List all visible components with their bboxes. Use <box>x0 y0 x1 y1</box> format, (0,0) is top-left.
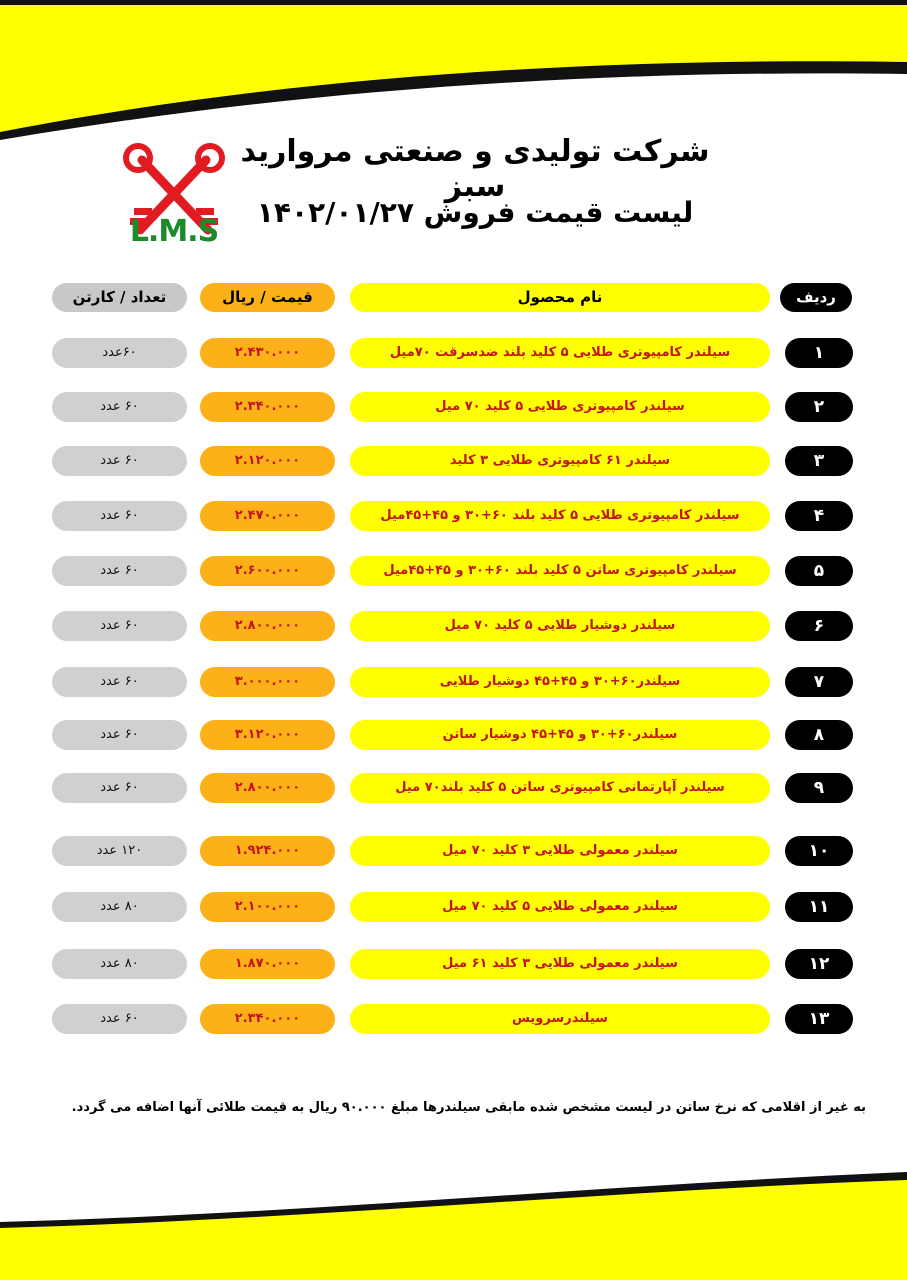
product-name: سیلندر دوشیار طلایی ۵ کلید ۷۰ میل <box>350 611 770 641</box>
product-name: سیلندر کامپیوتری طلایی ۵ کلید بلند ضدسرقت ۷۰میل <box>350 338 770 368</box>
column-header-row: ردیف <box>780 283 852 312</box>
column-header-product-name: نام محصول <box>350 283 770 312</box>
product-price: ۲.۳۴۰.۰۰۰ <box>200 392 335 422</box>
product-name: سیلندر کامپیوتری طلایی ۵ کلید بلند ۶۰+۳۰ و ۴۵+۴۵میل <box>350 501 770 531</box>
row-number: ۱۳ <box>785 1004 853 1034</box>
carton-quantity: ۸۰ عدد <box>52 949 187 979</box>
table-row <box>0 501 907 531</box>
product-name: سیلندر۶۰+۳۰ و ۴۵+۴۵ دوشیار طلایی <box>350 667 770 697</box>
product-name: سیلندر کامپیوتری ساتن ۵ کلید بلند ۶۰+۳۰ و ۴۵+۴۵میل <box>350 556 770 586</box>
logo-text: L.M.S <box>129 214 219 249</box>
product-name: سیلندر ۶۱ کامپیوتری طلایی ۳ کلید <box>350 446 770 476</box>
carton-quantity: ۶۰ عدد <box>52 611 187 641</box>
table-row <box>0 836 907 866</box>
company-name: شرکت تولیدی و صنعتی مروارید سبز <box>240 134 710 204</box>
carton-quantity: ۶۰ عدد <box>52 773 187 803</box>
product-name: سیلندر معمولی طلایی ۳ کلید ۶۱ میل <box>350 949 770 979</box>
product-price: ۲.۶۰۰.۰۰۰ <box>200 556 335 586</box>
table-row <box>0 392 907 422</box>
row-number: ۱ <box>785 338 853 368</box>
table-row <box>0 773 907 803</box>
carton-quantity: ۸۰ عدد <box>52 892 187 922</box>
product-price: ۲.۱۰۰.۰۰۰ <box>200 892 335 922</box>
product-price: ۳.۰۰۰.۰۰۰ <box>200 667 335 697</box>
product-price: ۲.۳۴۰.۰۰۰ <box>200 1004 335 1034</box>
column-header-quantity: تعداد / کارتن <box>52 283 187 312</box>
row-number: ۹ <box>785 773 853 803</box>
table-row <box>0 667 907 697</box>
carton-quantity: ۶۰ عدد <box>52 667 187 697</box>
row-number: ۱۰ <box>785 836 853 866</box>
carton-quantity: ۶۰ عدد <box>52 1004 187 1034</box>
price-list-title: لیست قیمت فروش ۱۴۰۲/۰۱/۲۷ <box>256 196 694 229</box>
product-price: ۲.۴۷۰.۰۰۰ <box>200 501 335 531</box>
product-price: ۲.۸۰۰.۰۰۰ <box>200 611 335 641</box>
footnote: به غیر از اقلامی که نرخ ساتن در لیست مشخص شده مابقی سیلندرها مبلغ ۹۰.۰۰۰ ریال به قیمت طلائی آنها اضافه می گردد. <box>71 1100 866 1115</box>
row-number: ۵ <box>785 556 853 586</box>
row-number: ۲ <box>785 392 853 422</box>
row-number: ۳ <box>785 446 853 476</box>
product-name: سیلندرسرویس <box>350 1004 770 1034</box>
row-number: ۱۲ <box>785 949 853 979</box>
row-number: ۷ <box>785 667 853 697</box>
carton-quantity: ۱۲۰ عدد <box>52 836 187 866</box>
row-number: ۱۱ <box>785 892 853 922</box>
table-row <box>0 338 907 368</box>
product-name: سیلندر معمولی طلایی ۳ کلید ۷۰ میل <box>350 836 770 866</box>
row-number: ۴ <box>785 501 853 531</box>
table-row <box>0 446 907 476</box>
product-price: ۲.۴۳۰.۰۰۰ <box>200 338 335 368</box>
table-row <box>0 611 907 641</box>
product-name: سیلندر معمولی طلایی ۵ کلید ۷۰ میل <box>350 892 770 922</box>
carton-quantity: ۶۰ عدد <box>52 720 187 750</box>
column-header-price: قیمت / ریال <box>200 283 335 312</box>
row-number: ۶ <box>785 611 853 641</box>
table-row <box>0 1004 907 1034</box>
carton-quantity: ۶۰ عدد <box>52 501 187 531</box>
carton-quantity: ۶۰ عدد <box>52 446 187 476</box>
product-price: ۲.۸۰۰.۰۰۰ <box>200 773 335 803</box>
row-number: ۸ <box>785 720 853 750</box>
carton-quantity: ۶۰ عدد <box>52 556 187 586</box>
product-price: ۲.۱۲۰.۰۰۰ <box>200 446 335 476</box>
carton-quantity: ۶۰ عدد <box>52 392 187 422</box>
top-yellow-swoosh <box>0 0 907 150</box>
product-price: ۱.۹۲۴.۰۰۰ <box>200 836 335 866</box>
product-name: سیلندر۶۰+۳۰ و ۴۵+۴۵ دوشیار ساتن <box>350 720 770 750</box>
bottom-yellow-swoosh <box>0 1160 907 1280</box>
table-row <box>0 556 907 586</box>
table-row <box>0 720 907 750</box>
carton-quantity: ۶۰عدد <box>52 338 187 368</box>
table-row <box>0 892 907 922</box>
product-name: سیلندر کامپیوتری طلایی ۵ کلید ۷۰ میل <box>350 392 770 422</box>
product-price: ۱.۸۷۰.۰۰۰ <box>200 949 335 979</box>
table-row <box>0 949 907 979</box>
product-price: ۳.۱۲۰.۰۰۰ <box>200 720 335 750</box>
product-name: سیلندر آپارتمانی کامپیوتری ساتن ۵ کلید بلند۷۰ میل <box>350 773 770 803</box>
